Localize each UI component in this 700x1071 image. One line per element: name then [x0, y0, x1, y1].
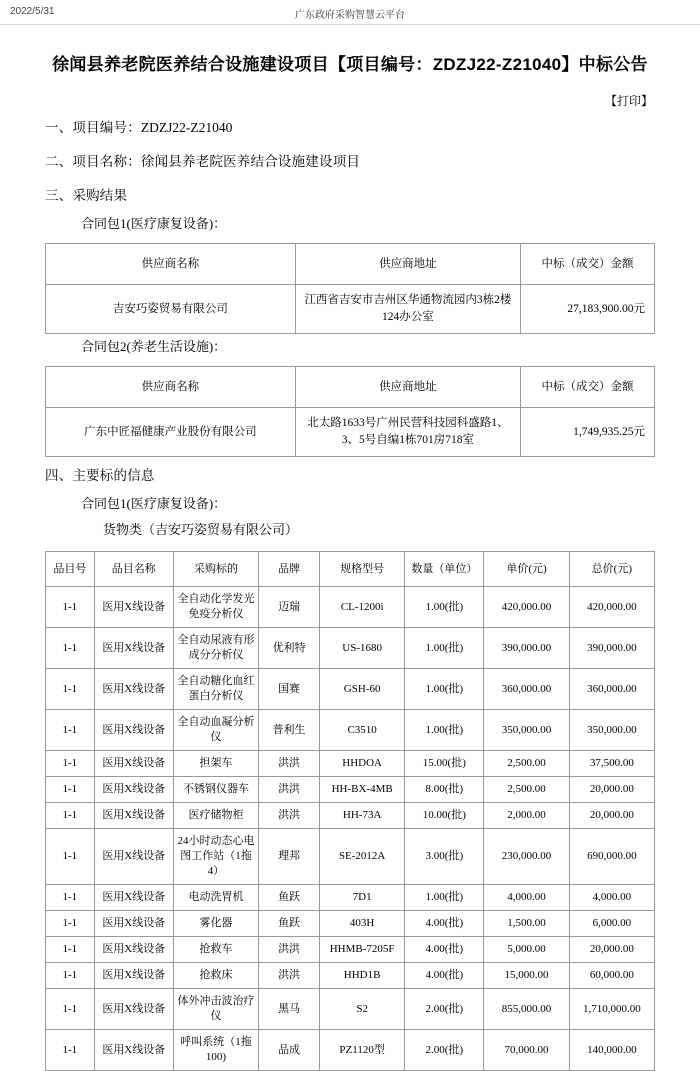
cell-model: US-1680: [320, 628, 405, 669]
cell-quantity: 1.00(批): [405, 587, 484, 628]
col-supplier-name: 供应商名称: [46, 244, 296, 285]
cell-brand: 鱼跃: [259, 885, 320, 911]
package-1-label-b: 合同包1(医疗康复设备)：: [81, 496, 227, 511]
section-2-label: 二、项目名称：: [45, 154, 141, 169]
col-item-no: 品目号: [46, 552, 95, 587]
section-3-heading: 三、采购结果: [45, 188, 128, 203]
cell-quantity: 15.00(批): [405, 751, 484, 777]
table-row: [46, 777, 655, 803]
cell-quantity: 10.00(批): [405, 803, 484, 829]
cell-brand: 优利特: [259, 628, 320, 669]
table-row: [46, 669, 655, 710]
cell-item-no: 1-1: [46, 963, 95, 989]
cell-total-price: 60,000.00: [569, 963, 654, 989]
cell-subject: 医疗储物柜: [173, 803, 258, 829]
section-1-label: 一、项目编号：: [45, 120, 141, 135]
col-supplier-address: 供应商地址: [295, 244, 520, 285]
col-total-price: 总价(元): [569, 552, 654, 587]
cell-total-price: 420,000.00: [569, 587, 654, 628]
award-amount: 27,183,900.00元: [521, 285, 655, 334]
site-name: 广东政府采购智慧云平台: [295, 10, 405, 21]
cell-unit-price: 2,500.00: [484, 751, 569, 777]
cell-model: HH-73A: [320, 803, 405, 829]
cell-item-no: 1-1: [46, 829, 95, 885]
cell-item-no: 1-1: [46, 710, 95, 751]
cell-model: HHDOA: [320, 751, 405, 777]
table-row: [46, 911, 655, 937]
table-row: [46, 751, 655, 777]
cell-total-price: 20,000.00: [569, 777, 654, 803]
cell-quantity: 1.00(批): [405, 710, 484, 751]
col-award-amount: 中标（成交）金额: [521, 367, 655, 408]
table-row: [46, 408, 655, 457]
cell-total-price: 6,000.00: [569, 911, 654, 937]
cell-item-name: 医用X线设备: [94, 587, 173, 628]
cell-total-price: 20,000.00: [569, 937, 654, 963]
cell-item-no: 1-1: [46, 803, 95, 829]
cell-model: PZ1120型: [320, 1030, 405, 1071]
cell-total-price: 37,500.00: [569, 751, 654, 777]
col-supplier-name: 供应商名称: [46, 367, 296, 408]
package-2-label: 合同包2(养老生活设施)：: [81, 339, 227, 354]
supplier-name: 吉安巧姿贸易有限公司: [46, 285, 296, 334]
cell-brand: 洪洪: [259, 963, 320, 989]
cell-subject: 抢救车: [173, 937, 258, 963]
cell-model: HHD1B: [320, 963, 405, 989]
cell-item-name: 医用X线设备: [94, 628, 173, 669]
cell-unit-price: 230,000.00: [484, 829, 569, 885]
package-1-label: 合同包1(医疗康复设备)：: [81, 216, 227, 231]
cell-model: HH-BX-4MB: [320, 777, 405, 803]
cell-brand: 洪洪: [259, 777, 320, 803]
print-row: [45, 92, 653, 109]
table-header-row: [46, 244, 655, 285]
project-number-value: ZDZJ22-Z21040: [140, 120, 233, 135]
cell-model: SE-2012A: [320, 829, 405, 885]
cell-model: S2: [320, 989, 405, 1030]
cell-subject: 全自动尿液有形成分分析仪: [173, 628, 258, 669]
cell-unit-price: 350,000.00: [484, 710, 569, 751]
table-row: [46, 628, 655, 669]
col-subject: 采购标的: [173, 552, 258, 587]
col-brand: 品牌: [259, 552, 320, 587]
cell-quantity: 4.00(批): [405, 963, 484, 989]
award-amount: 1,749,935.25元: [521, 408, 655, 457]
supplier-table-package-1: [45, 243, 655, 334]
cell-unit-price: 70,000.00: [484, 1030, 569, 1071]
table-row: [46, 587, 655, 628]
cell-item-no: 1-1: [46, 989, 95, 1030]
cell-subject: 电动洗胃机: [173, 885, 258, 911]
cell-item-no: 1-1: [46, 1030, 95, 1071]
items-table-body: [46, 587, 655, 1071]
cell-subject: 24小时动态心电图工作站（1拖4）: [173, 829, 258, 885]
cell-brand: 迈瑞: [259, 587, 320, 628]
supplier-table-package-2: [45, 366, 655, 457]
cell-total-price: 390,000.00: [569, 628, 654, 669]
cell-quantity: 4.00(批): [405, 911, 484, 937]
table-row: [46, 803, 655, 829]
cell-quantity: 3.00(批): [405, 829, 484, 885]
cell-brand: 洪洪: [259, 937, 320, 963]
cell-brand: 洪洪: [259, 751, 320, 777]
cell-subject: 全自动血凝分析仪: [173, 710, 258, 751]
cell-subject: 雾化器: [173, 911, 258, 937]
cell-item-name: 医用X线设备: [94, 751, 173, 777]
cell-total-price: 360,000.00: [569, 669, 654, 710]
table-row: [46, 285, 655, 334]
cell-item-name: 医用X线设备: [94, 885, 173, 911]
cell-quantity: 2.00(批): [405, 1030, 484, 1071]
cell-unit-price: 855,000.00: [484, 989, 569, 1030]
table-row: [46, 829, 655, 885]
cell-item-no: 1-1: [46, 777, 95, 803]
cell-total-price: 20,000.00: [569, 803, 654, 829]
cell-total-price: 4,000.00: [569, 885, 654, 911]
col-supplier-address: 供应商地址: [295, 367, 520, 408]
cell-item-name: 医用X线设备: [94, 829, 173, 885]
cell-subject: 担架车: [173, 751, 258, 777]
cell-total-price: 140,000.00: [569, 1030, 654, 1071]
cell-unit-price: 360,000.00: [484, 669, 569, 710]
supplier-name: 广东中匠福健康产业股份有限公司: [46, 408, 296, 457]
cell-subject: 全自动化学发光免疫分析仪: [173, 587, 258, 628]
cell-unit-price: 15,000.00: [484, 963, 569, 989]
cell-model: GSH-60: [320, 669, 405, 710]
cell-brand: 洪洪: [259, 803, 320, 829]
table-row: [46, 937, 655, 963]
cell-total-price: 690,000.00: [569, 829, 654, 885]
col-quantity: 数量（单位）: [405, 552, 484, 587]
supplier-address: 北太路1633号广州民营科技园科盛路1、3、5号自编1栋701房718室: [295, 408, 520, 457]
cell-model: CL-1200i: [320, 587, 405, 628]
browser-print-header: [0, 0, 700, 25]
cell-model: 7D1: [320, 885, 405, 911]
cell-model: 403H: [320, 911, 405, 937]
cell-item-no: 1-1: [46, 669, 95, 710]
cell-unit-price: 420,000.00: [484, 587, 569, 628]
cell-item-name: 医用X线设备: [94, 777, 173, 803]
cell-total-price: 1,710,000.00: [569, 989, 654, 1030]
cell-brand: 鱼跃: [259, 911, 320, 937]
page-title: 徐闻县养老院医养结合设施建设项目【项目编号：ZDZJ22-Z21040】中标公告: [52, 55, 648, 74]
cell-unit-price: 390,000.00: [484, 628, 569, 669]
table-header-row: [46, 367, 655, 408]
print-button[interactable]: 【打印】: [604, 94, 653, 108]
table-row: [46, 989, 655, 1030]
goods-category-label: 货物类（吉安巧姿贸易有限公司）: [103, 522, 299, 537]
cell-item-name: 医用X线设备: [94, 911, 173, 937]
document-content: [0, 51, 700, 1071]
table-row: [46, 963, 655, 989]
table-row: [46, 885, 655, 911]
cell-brand: 国赛: [259, 669, 320, 710]
cell-item-no: 1-1: [46, 937, 95, 963]
print-date: 2022/5/31: [10, 6, 55, 17]
cell-brand: 品成: [259, 1030, 320, 1071]
cell-quantity: 1.00(批): [405, 628, 484, 669]
section-4-heading: 四、主要标的信息: [45, 468, 155, 483]
cell-item-no: 1-1: [46, 587, 95, 628]
cell-subject: 不锈钢仪器车: [173, 777, 258, 803]
table-row: [46, 710, 655, 751]
table-row: [46, 1030, 655, 1071]
cell-item-name: 医用X线设备: [94, 989, 173, 1030]
items-table: [45, 551, 655, 1071]
cell-total-price: 350,000.00: [569, 710, 654, 751]
cell-unit-price: 2,500.00: [484, 777, 569, 803]
section-project-number: [45, 113, 655, 143]
cell-brand: 普利生: [259, 710, 320, 751]
cell-subject: 抢救床: [173, 963, 258, 989]
cell-item-no: 1-1: [46, 628, 95, 669]
cell-quantity: 1.00(批): [405, 885, 484, 911]
cell-quantity: 4.00(批): [405, 937, 484, 963]
cell-unit-price: 5,000.00: [484, 937, 569, 963]
table-header-row: [46, 552, 655, 587]
project-name-value: 徐闻县养老院医养结合设施建设项目: [140, 154, 361, 169]
cell-item-name: 医用X线设备: [94, 669, 173, 710]
cell-quantity: 2.00(批): [405, 989, 484, 1030]
cell-model: C3510: [320, 710, 405, 751]
cell-item-no: 1-1: [46, 751, 95, 777]
cell-item-name: 医用X线设备: [94, 803, 173, 829]
supplier-address: 江西省吉安市吉州区华通物流园内3栋2楼124办公室: [295, 285, 520, 334]
cell-item-name: 医用X线设备: [94, 937, 173, 963]
col-unit-price: 单价(元): [484, 552, 569, 587]
cell-item-no: 1-1: [46, 885, 95, 911]
cell-item-name: 医用X线设备: [94, 710, 173, 751]
cell-subject: 全自动糖化血红蛋白分析仪: [173, 669, 258, 710]
cell-quantity: 8.00(批): [405, 777, 484, 803]
cell-item-no: 1-1: [46, 911, 95, 937]
cell-item-name: 医用X线设备: [94, 963, 173, 989]
cell-unit-price: 1,500.00: [484, 911, 569, 937]
col-item-name: 品目名称: [94, 552, 173, 587]
col-award-amount: 中标（成交）金额: [521, 244, 655, 285]
cell-brand: 黑马: [259, 989, 320, 1030]
cell-model: HHMB-7205F: [320, 937, 405, 963]
cell-subject: 体外冲击波治疗仪: [173, 989, 258, 1030]
cell-brand: 理邦: [259, 829, 320, 885]
col-model: 规格型号: [320, 552, 405, 587]
cell-unit-price: 2,000.00: [484, 803, 569, 829]
section-project-name: [45, 147, 655, 177]
cell-unit-price: 4,000.00: [484, 885, 569, 911]
cell-quantity: 1.00(批): [405, 669, 484, 710]
cell-item-name: 医用X线设备: [94, 1030, 173, 1071]
cell-subject: 呼叫系统（1拖100): [173, 1030, 258, 1071]
